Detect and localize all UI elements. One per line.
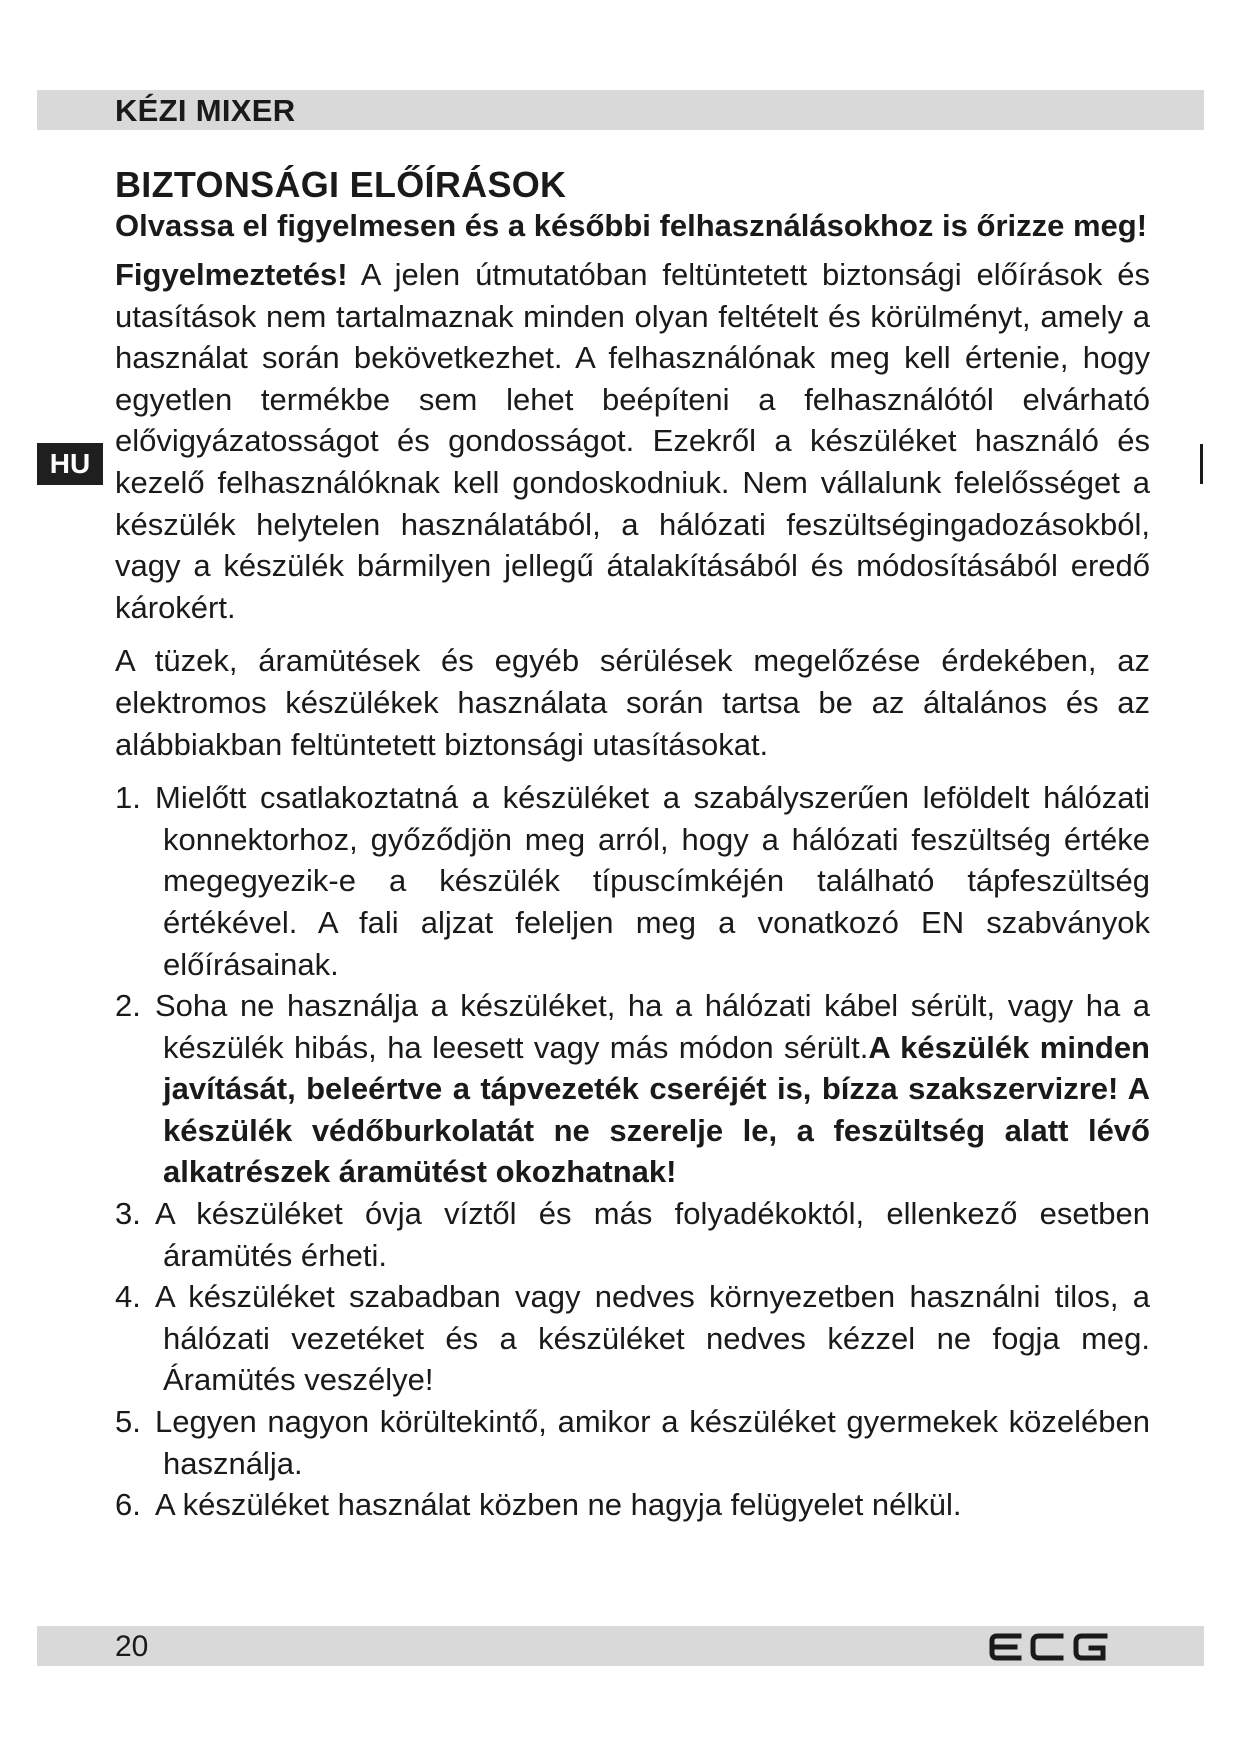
item-number: 2. xyxy=(115,988,141,1024)
safety-list xyxy=(115,777,1150,1526)
header-bar xyxy=(37,90,1204,130)
footer-bar xyxy=(37,1626,1204,1666)
item-number: 6. xyxy=(115,1487,141,1523)
warning-lead: Figyelmeztetés! xyxy=(115,257,348,292)
list-item xyxy=(115,1484,1150,1526)
page-number: 20 xyxy=(115,1630,149,1663)
warning-paragraph xyxy=(115,254,1150,628)
section-title: BIZTONSÁGI ELŐÍRÁSOK xyxy=(115,164,567,205)
item-text: A készüléket használat közben ne hagyja felügyelet nélkül. xyxy=(155,1487,962,1523)
list-item xyxy=(115,1401,1150,1484)
list-item xyxy=(115,1193,1150,1276)
edge-marker xyxy=(1200,444,1203,484)
item-number: 4. xyxy=(115,1279,141,1315)
header-title: KÉZI MIXER xyxy=(115,93,296,128)
language-tab: HU xyxy=(37,443,103,485)
ecg-logo xyxy=(989,1632,1109,1662)
list-item xyxy=(115,1276,1150,1401)
item-bold-text: A készülék minden javítását, beleértve a tápvezeték cseréjét is, bízza szakszervizre! A készülék védőburkolatát ne szerelje le, a feszültség alatt lévő alkatrészek áramütést okozhatnak! xyxy=(163,1029,1150,1190)
main-content xyxy=(115,163,1150,1526)
item-text: Mielőtt csatlakoztatná a készüléket a szabályszerűen leföldelt hálózati konnektorhoz, győződjön meg arról, hogy a hálózati feszültség értéke megegyezik-e a készülék típuscímkéjén található tápfeszültség értékével. A fali aljzat feleljen meg a vonatkozó EN szabványok előírásainak. xyxy=(155,780,1150,982)
item-text: Legyen nagyon körültekintő, amikor a készüléket gyermekek közelében használja. xyxy=(155,1404,1150,1481)
item-number: 1. xyxy=(115,780,141,816)
item-text: Soha ne használja a készüléket, ha a hálózati kábel sérült, vagy ha a készülék hibás, ha leesett vagy más módon sérült. xyxy=(155,988,1150,1065)
section-subtitle: Olvassa el figyelmesen és a későbbi felhasználásokhoz is őrizze meg! xyxy=(115,208,1148,243)
item-number: 5. xyxy=(115,1404,141,1440)
item-text: A készüléket óvja víztől és más folyadékoktól, ellenkező esetben áramütés érheti. xyxy=(155,1196,1150,1273)
intro-paragraph: A tüzek, áramütések és egyéb sérülések megelőzése érdekében, az elektromos készülékek használata során tartsa be az általános és az alábbiakban feltüntetett biztonsági utasításokat. xyxy=(115,643,1150,762)
item-text: A készüléket szabadban vagy nedves környezetben használni tilos, a hálózati vezetéket és a készüléket nedves kézzel ne fogja meg. Áramütés veszélye! xyxy=(155,1279,1150,1398)
item-number: 3. xyxy=(115,1196,141,1232)
warning-text: A jelen útmutatóban feltüntetett biztonsági előírások és utasítások nem tartalmaznak minden olyan feltételt és körülményt, amely a használat során bekövetkezhet. A felhasználónak meg kell értenie, hogy egyetlen termékbe sem lehet beépíteni a felhasználótól elvárható elővigyázatosságot és gondosságot. Ezekről a készüléket használó és kezelő felhasználóknak kell gondoskodniuk. Nem vállalunk felelősséget a készülék helytelen használatából, a hálózati feszültségingadozásokból, vagy a készülék bármilyen jellegű átalakításából és módosításából eredő károkért. xyxy=(115,257,1150,625)
list-item xyxy=(115,985,1150,1193)
list-item xyxy=(115,777,1150,985)
